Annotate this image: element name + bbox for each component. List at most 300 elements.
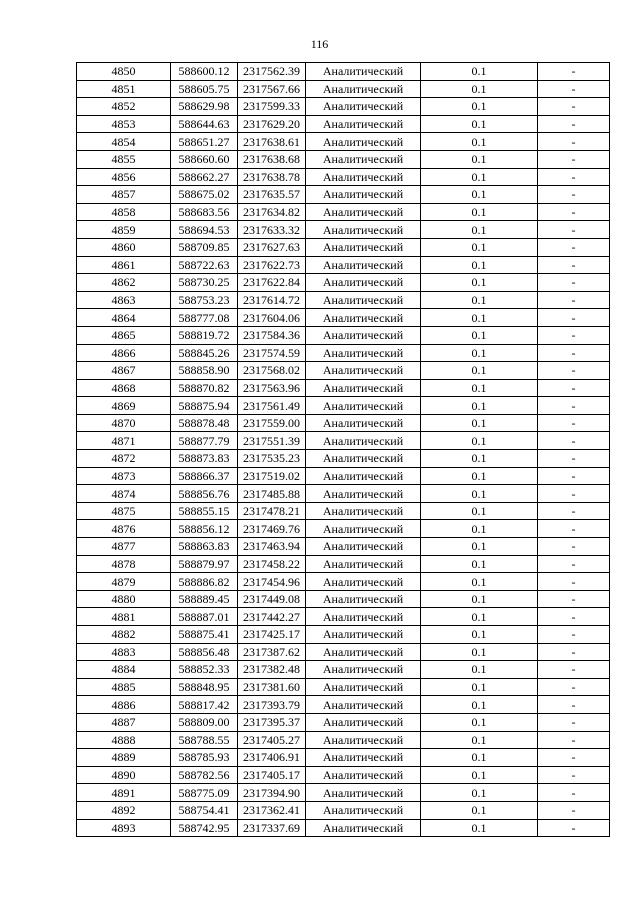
- note-cell: -: [538, 573, 610, 591]
- y-coordinate-cell: 2317535.23: [238, 450, 306, 468]
- point-number-cell: 4879: [77, 573, 171, 591]
- table-row: [77, 256, 610, 274]
- note-cell: -: [538, 520, 610, 538]
- note-cell: -: [538, 432, 610, 450]
- y-coordinate-cell: 2317561.49: [238, 397, 306, 415]
- table-row: [77, 238, 610, 256]
- method-cell: Аналитический: [306, 696, 421, 714]
- accuracy-cell: 0.1: [421, 379, 538, 397]
- table-row: [77, 608, 610, 626]
- x-coordinate-cell: 588662.27: [171, 168, 238, 186]
- point-number-cell: 4865: [77, 326, 171, 344]
- point-number-cell: 4880: [77, 590, 171, 608]
- table-row: [77, 291, 610, 309]
- y-coordinate-cell: 2317638.78: [238, 168, 306, 186]
- point-number-cell: 4889: [77, 749, 171, 767]
- x-coordinate-cell: 588875.94: [171, 397, 238, 415]
- method-cell: Аналитический: [306, 291, 421, 309]
- point-number-cell: 4859: [77, 221, 171, 239]
- y-coordinate-cell: 2317405.27: [238, 731, 306, 749]
- note-cell: -: [538, 326, 610, 344]
- note-cell: -: [538, 485, 610, 503]
- point-number-cell: 4867: [77, 362, 171, 380]
- table-row: [77, 538, 610, 556]
- y-coordinate-cell: 2317562.39: [238, 63, 306, 81]
- table-row: [77, 379, 610, 397]
- table-row: [77, 784, 610, 802]
- method-cell: Аналитический: [306, 784, 421, 802]
- note-cell: -: [538, 256, 610, 274]
- x-coordinate-cell: 588605.75: [171, 80, 238, 98]
- y-coordinate-cell: 2317622.73: [238, 256, 306, 274]
- point-number-cell: 4862: [77, 274, 171, 292]
- table-row: [77, 63, 610, 81]
- x-coordinate-cell: 588889.45: [171, 590, 238, 608]
- y-coordinate-cell: 2317635.57: [238, 186, 306, 204]
- x-coordinate-cell: 588742.95: [171, 819, 238, 837]
- method-cell: Аналитический: [306, 274, 421, 292]
- method-cell: Аналитический: [306, 63, 421, 81]
- point-number-cell: 4888: [77, 731, 171, 749]
- x-coordinate-cell: 588878.48: [171, 414, 238, 432]
- table-row: [77, 80, 610, 98]
- note-cell: -: [538, 80, 610, 98]
- point-number-cell: 4873: [77, 467, 171, 485]
- table-row: [77, 203, 610, 221]
- y-coordinate-cell: 2317638.68: [238, 150, 306, 168]
- x-coordinate-cell: 588753.23: [171, 291, 238, 309]
- y-coordinate-cell: 2317394.90: [238, 784, 306, 802]
- method-cell: Аналитический: [306, 379, 421, 397]
- method-cell: Аналитический: [306, 80, 421, 98]
- note-cell: -: [538, 502, 610, 520]
- x-coordinate-cell: 588675.02: [171, 186, 238, 204]
- method-cell: Аналитический: [306, 450, 421, 468]
- table-row: [77, 221, 610, 239]
- method-cell: Аналитический: [306, 344, 421, 362]
- point-number-cell: 4858: [77, 203, 171, 221]
- point-number-cell: 4881: [77, 608, 171, 626]
- point-number-cell: 4851: [77, 80, 171, 98]
- accuracy-cell: 0.1: [421, 80, 538, 98]
- accuracy-cell: 0.1: [421, 256, 538, 274]
- x-coordinate-cell: 588722.63: [171, 256, 238, 274]
- accuracy-cell: 0.1: [421, 168, 538, 186]
- point-number-cell: 4868: [77, 379, 171, 397]
- y-coordinate-cell: 2317604.06: [238, 309, 306, 327]
- accuracy-cell: 0.1: [421, 326, 538, 344]
- x-coordinate-cell: 588683.56: [171, 203, 238, 221]
- point-number-cell: 4887: [77, 713, 171, 731]
- note-cell: -: [538, 713, 610, 731]
- y-coordinate-cell: 2317627.63: [238, 238, 306, 256]
- table-row: [77, 326, 610, 344]
- method-cell: Аналитический: [306, 678, 421, 696]
- accuracy-cell: 0.1: [421, 696, 538, 714]
- y-coordinate-cell: 2317405.17: [238, 766, 306, 784]
- table-row: [77, 485, 610, 503]
- point-number-cell: 4893: [77, 819, 171, 837]
- point-number-cell: 4871: [77, 432, 171, 450]
- method-cell: Аналитический: [306, 538, 421, 556]
- method-cell: Аналитический: [306, 309, 421, 327]
- y-coordinate-cell: 2317469.76: [238, 520, 306, 538]
- accuracy-cell: 0.1: [421, 766, 538, 784]
- accuracy-cell: 0.1: [421, 450, 538, 468]
- method-cell: Аналитический: [306, 661, 421, 679]
- y-coordinate-cell: 2317449.08: [238, 590, 306, 608]
- table-row: [77, 450, 610, 468]
- note-cell: -: [538, 801, 610, 819]
- x-coordinate-cell: 588694.53: [171, 221, 238, 239]
- note-cell: -: [538, 291, 610, 309]
- point-number-cell: 4853: [77, 115, 171, 133]
- x-coordinate-cell: 588856.48: [171, 643, 238, 661]
- x-coordinate-cell: 588879.97: [171, 555, 238, 573]
- method-cell: Аналитический: [306, 713, 421, 731]
- point-number-cell: 4884: [77, 661, 171, 679]
- accuracy-cell: 0.1: [421, 626, 538, 644]
- method-cell: Аналитический: [306, 133, 421, 151]
- accuracy-cell: 0.1: [421, 502, 538, 520]
- note-cell: -: [538, 555, 610, 573]
- table-row: [77, 555, 610, 573]
- accuracy-cell: 0.1: [421, 801, 538, 819]
- y-coordinate-cell: 2317563.96: [238, 379, 306, 397]
- table-row: [77, 573, 610, 591]
- point-number-cell: 4892: [77, 801, 171, 819]
- accuracy-cell: 0.1: [421, 203, 538, 221]
- method-cell: Аналитический: [306, 362, 421, 380]
- x-coordinate-cell: 588863.83: [171, 538, 238, 556]
- accuracy-cell: 0.1: [421, 661, 538, 679]
- table-row: [77, 819, 610, 837]
- accuracy-cell: 0.1: [421, 397, 538, 415]
- note-cell: -: [538, 309, 610, 327]
- table-row: [77, 766, 610, 784]
- x-coordinate-cell: 588754.41: [171, 801, 238, 819]
- point-number-cell: 4863: [77, 291, 171, 309]
- x-coordinate-cell: 588785.93: [171, 749, 238, 767]
- x-coordinate-cell: 588855.15: [171, 502, 238, 520]
- table-row: [77, 274, 610, 292]
- y-coordinate-cell: 2317567.66: [238, 80, 306, 98]
- accuracy-cell: 0.1: [421, 749, 538, 767]
- accuracy-cell: 0.1: [421, 63, 538, 81]
- method-cell: Аналитический: [306, 238, 421, 256]
- point-number-cell: 4891: [77, 784, 171, 802]
- point-number-cell: 4857: [77, 186, 171, 204]
- table-row: [77, 362, 610, 380]
- table-row: [77, 801, 610, 819]
- accuracy-cell: 0.1: [421, 678, 538, 696]
- point-number-cell: 4855: [77, 150, 171, 168]
- y-coordinate-cell: 2317381.60: [238, 678, 306, 696]
- accuracy-cell: 0.1: [421, 784, 538, 802]
- method-cell: Аналитический: [306, 608, 421, 626]
- x-coordinate-cell: 588600.12: [171, 63, 238, 81]
- x-coordinate-cell: 588782.56: [171, 766, 238, 784]
- table-row: [77, 168, 610, 186]
- y-coordinate-cell: 2317478.21: [238, 502, 306, 520]
- method-cell: Аналитический: [306, 502, 421, 520]
- accuracy-cell: 0.1: [421, 133, 538, 151]
- x-coordinate-cell: 588644.63: [171, 115, 238, 133]
- y-coordinate-cell: 2317463.94: [238, 538, 306, 556]
- note-cell: -: [538, 450, 610, 468]
- accuracy-cell: 0.1: [421, 291, 538, 309]
- accuracy-cell: 0.1: [421, 590, 538, 608]
- y-coordinate-cell: 2317559.00: [238, 414, 306, 432]
- table-row: [77, 731, 610, 749]
- accuracy-cell: 0.1: [421, 520, 538, 538]
- method-cell: Аналитический: [306, 432, 421, 450]
- y-coordinate-cell: 2317519.02: [238, 467, 306, 485]
- accuracy-cell: 0.1: [421, 309, 538, 327]
- point-number-cell: 4885: [77, 678, 171, 696]
- y-coordinate-cell: 2317393.79: [238, 696, 306, 714]
- accuracy-cell: 0.1: [421, 573, 538, 591]
- method-cell: Аналитический: [306, 397, 421, 415]
- accuracy-cell: 0.1: [421, 731, 538, 749]
- method-cell: Аналитический: [306, 555, 421, 573]
- method-cell: Аналитический: [306, 168, 421, 186]
- y-coordinate-cell: 2317454.96: [238, 573, 306, 591]
- x-coordinate-cell: 588775.09: [171, 784, 238, 802]
- note-cell: -: [538, 133, 610, 151]
- y-coordinate-cell: 2317633.32: [238, 221, 306, 239]
- accuracy-cell: 0.1: [421, 115, 538, 133]
- note-cell: -: [538, 819, 610, 837]
- note-cell: -: [538, 538, 610, 556]
- accuracy-cell: 0.1: [421, 485, 538, 503]
- x-coordinate-cell: 588660.60: [171, 150, 238, 168]
- note-cell: -: [538, 63, 610, 81]
- y-coordinate-cell: 2317382.48: [238, 661, 306, 679]
- note-cell: -: [538, 344, 610, 362]
- y-coordinate-cell: 2317574.59: [238, 344, 306, 362]
- point-number-cell: 4850: [77, 63, 171, 81]
- method-cell: Аналитический: [306, 801, 421, 819]
- method-cell: Аналитический: [306, 98, 421, 116]
- point-number-cell: 4876: [77, 520, 171, 538]
- method-cell: Аналитический: [306, 626, 421, 644]
- page-number: 116: [310, 37, 329, 51]
- x-coordinate-cell: 588788.55: [171, 731, 238, 749]
- y-coordinate-cell: 2317614.72: [238, 291, 306, 309]
- point-number-cell: 4886: [77, 696, 171, 714]
- note-cell: -: [538, 379, 610, 397]
- method-cell: Аналитический: [306, 643, 421, 661]
- method-cell: Аналитический: [306, 326, 421, 344]
- method-cell: Аналитический: [306, 485, 421, 503]
- table-row: [77, 467, 610, 485]
- note-cell: -: [538, 397, 610, 415]
- accuracy-cell: 0.1: [421, 555, 538, 573]
- table-row: [77, 626, 610, 644]
- point-number-cell: 4872: [77, 450, 171, 468]
- note-cell: -: [538, 186, 610, 204]
- point-number-cell: 4883: [77, 643, 171, 661]
- x-coordinate-cell: 588875.41: [171, 626, 238, 644]
- coordinates-table: [76, 62, 610, 837]
- note-cell: -: [538, 678, 610, 696]
- table-row: [77, 344, 610, 362]
- table-row: [77, 643, 610, 661]
- table-row: [77, 749, 610, 767]
- point-number-cell: 4890: [77, 766, 171, 784]
- note-cell: -: [538, 168, 610, 186]
- accuracy-cell: 0.1: [421, 186, 538, 204]
- method-cell: Аналитический: [306, 731, 421, 749]
- method-cell: Аналитический: [306, 590, 421, 608]
- x-coordinate-cell: 588856.76: [171, 485, 238, 503]
- method-cell: Аналитический: [306, 520, 421, 538]
- y-coordinate-cell: 2317634.82: [238, 203, 306, 221]
- accuracy-cell: 0.1: [421, 238, 538, 256]
- accuracy-cell: 0.1: [421, 643, 538, 661]
- y-coordinate-cell: 2317551.39: [238, 432, 306, 450]
- y-coordinate-cell: 2317485.88: [238, 485, 306, 503]
- accuracy-cell: 0.1: [421, 274, 538, 292]
- x-coordinate-cell: 588709.85: [171, 238, 238, 256]
- table-row: [77, 502, 610, 520]
- accuracy-cell: 0.1: [421, 432, 538, 450]
- accuracy-cell: 0.1: [421, 819, 538, 837]
- y-coordinate-cell: 2317425.17: [238, 626, 306, 644]
- x-coordinate-cell: 588848.95: [171, 678, 238, 696]
- x-coordinate-cell: 588858.90: [171, 362, 238, 380]
- note-cell: -: [538, 221, 610, 239]
- table-row: [77, 661, 610, 679]
- note-cell: -: [538, 661, 610, 679]
- accuracy-cell: 0.1: [421, 467, 538, 485]
- method-cell: Аналитический: [306, 221, 421, 239]
- table-row: [77, 186, 610, 204]
- method-cell: Аналитический: [306, 115, 421, 133]
- point-number-cell: 4869: [77, 397, 171, 415]
- x-coordinate-cell: 588870.82: [171, 379, 238, 397]
- table-row: [77, 309, 610, 327]
- method-cell: Аналитический: [306, 766, 421, 784]
- y-coordinate-cell: 2317622.84: [238, 274, 306, 292]
- point-number-cell: 4882: [77, 626, 171, 644]
- method-cell: Аналитический: [306, 467, 421, 485]
- table-row: [77, 678, 610, 696]
- method-cell: Аналитический: [306, 819, 421, 837]
- y-coordinate-cell: 2317638.61: [238, 133, 306, 151]
- accuracy-cell: 0.1: [421, 344, 538, 362]
- note-cell: -: [538, 274, 610, 292]
- table-row: [77, 115, 610, 133]
- note-cell: -: [538, 362, 610, 380]
- accuracy-cell: 0.1: [421, 608, 538, 626]
- x-coordinate-cell: 588852.33: [171, 661, 238, 679]
- accuracy-cell: 0.1: [421, 362, 538, 380]
- note-cell: -: [538, 608, 610, 626]
- point-number-cell: 4861: [77, 256, 171, 274]
- x-coordinate-cell: 588873.83: [171, 450, 238, 468]
- accuracy-cell: 0.1: [421, 538, 538, 556]
- x-coordinate-cell: 588886.82: [171, 573, 238, 591]
- x-coordinate-cell: 588887.01: [171, 608, 238, 626]
- y-coordinate-cell: 2317337.69: [238, 819, 306, 837]
- method-cell: Аналитический: [306, 749, 421, 767]
- accuracy-cell: 0.1: [421, 98, 538, 116]
- point-number-cell: 4870: [77, 414, 171, 432]
- note-cell: -: [538, 150, 610, 168]
- method-cell: Аналитический: [306, 573, 421, 591]
- note-cell: -: [538, 590, 610, 608]
- note-cell: -: [538, 238, 610, 256]
- method-cell: Аналитический: [306, 150, 421, 168]
- point-number-cell: 4852: [77, 98, 171, 116]
- table-row: [77, 414, 610, 432]
- table-row: [77, 432, 610, 450]
- point-number-cell: 4864: [77, 309, 171, 327]
- note-cell: -: [538, 784, 610, 802]
- note-cell: -: [538, 98, 610, 116]
- point-number-cell: 4875: [77, 502, 171, 520]
- table-row: [77, 520, 610, 538]
- table-row: [77, 696, 610, 714]
- note-cell: -: [538, 414, 610, 432]
- x-coordinate-cell: 588819.72: [171, 326, 238, 344]
- y-coordinate-cell: 2317442.27: [238, 608, 306, 626]
- x-coordinate-cell: 588809.00: [171, 713, 238, 731]
- note-cell: -: [538, 731, 610, 749]
- y-coordinate-cell: 2317362.41: [238, 801, 306, 819]
- note-cell: -: [538, 626, 610, 644]
- x-coordinate-cell: 588877.79: [171, 432, 238, 450]
- method-cell: Аналитический: [306, 256, 421, 274]
- y-coordinate-cell: 2317629.20: [238, 115, 306, 133]
- note-cell: -: [538, 115, 610, 133]
- y-coordinate-cell: 2317599.33: [238, 98, 306, 116]
- table-row: [77, 133, 610, 151]
- accuracy-cell: 0.1: [421, 713, 538, 731]
- point-number-cell: 4874: [77, 485, 171, 503]
- y-coordinate-cell: 2317387.62: [238, 643, 306, 661]
- note-cell: -: [538, 766, 610, 784]
- y-coordinate-cell: 2317568.02: [238, 362, 306, 380]
- y-coordinate-cell: 2317584.36: [238, 326, 306, 344]
- accuracy-cell: 0.1: [421, 150, 538, 168]
- point-number-cell: 4866: [77, 344, 171, 362]
- note-cell: -: [538, 749, 610, 767]
- point-number-cell: 4878: [77, 555, 171, 573]
- x-coordinate-cell: 588845.26: [171, 344, 238, 362]
- point-number-cell: 4854: [77, 133, 171, 151]
- x-coordinate-cell: 588651.27: [171, 133, 238, 151]
- x-coordinate-cell: 588777.08: [171, 309, 238, 327]
- accuracy-cell: 0.1: [421, 414, 538, 432]
- method-cell: Аналитический: [306, 414, 421, 432]
- y-coordinate-cell: 2317406.91: [238, 749, 306, 767]
- x-coordinate-cell: 588730.25: [171, 274, 238, 292]
- y-coordinate-cell: 2317458.22: [238, 555, 306, 573]
- table-row: [77, 713, 610, 731]
- x-coordinate-cell: 588817.42: [171, 696, 238, 714]
- x-coordinate-cell: 588629.98: [171, 98, 238, 116]
- point-number-cell: 4877: [77, 538, 171, 556]
- x-coordinate-cell: 588856.12: [171, 520, 238, 538]
- coordinates-table-body: [77, 63, 610, 837]
- point-number-cell: 4860: [77, 238, 171, 256]
- point-number-cell: 4856: [77, 168, 171, 186]
- x-coordinate-cell: 588866.37: [171, 467, 238, 485]
- table-row: [77, 150, 610, 168]
